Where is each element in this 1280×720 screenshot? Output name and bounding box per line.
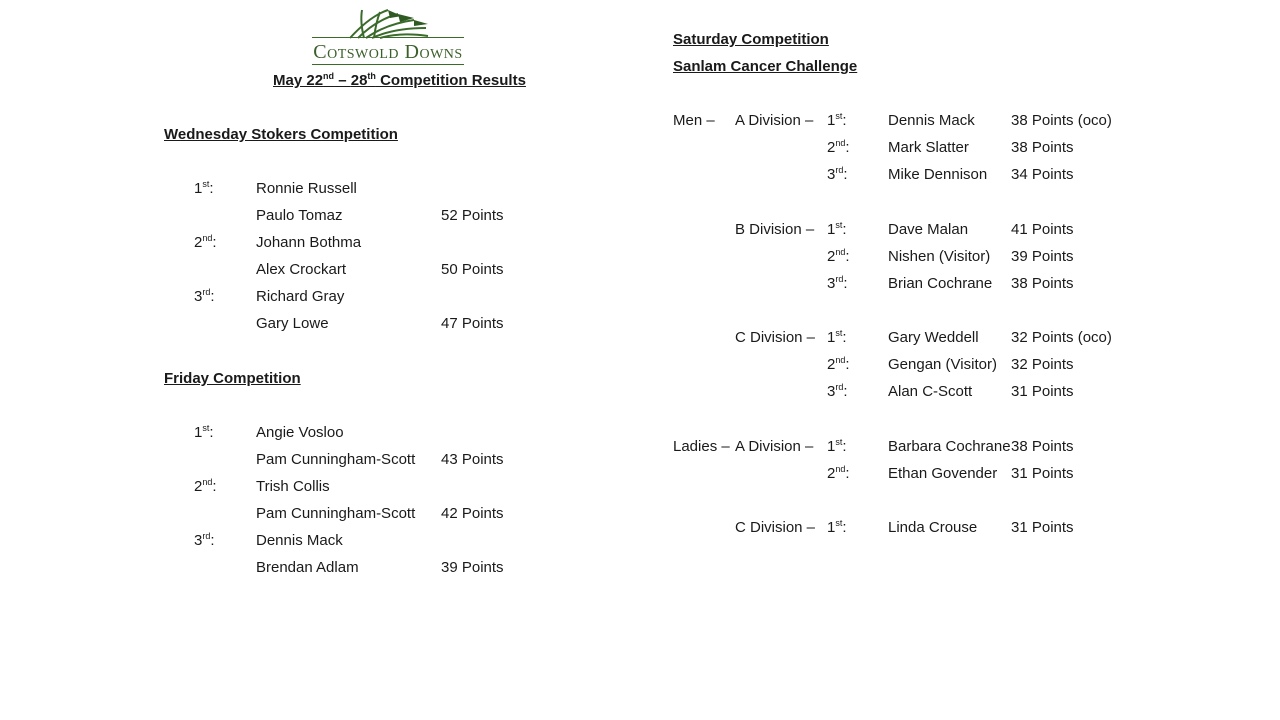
points-value: 32 Points [1011,356,1074,373]
category-label: Ladies – [673,438,730,455]
points-value: 47 Points [441,315,504,332]
place-label: 3rd: [194,287,215,305]
player-name: Ronnie Russell [256,180,357,197]
friday-heading: Friday Competition [164,370,301,387]
place-label: 1st: [827,328,847,346]
player-name: Dennis Mack [256,532,343,549]
player-name: Paulo Tomaz [256,207,343,224]
player-name: Brendan Adlam [256,559,359,576]
page-title: May 22nd – 28th Competition Results [273,71,526,89]
points-value: 38 Points [1011,438,1074,455]
division-label: A Division – [735,438,814,455]
place-label: 1st: [827,437,847,455]
division-label: B Division – [735,221,815,238]
points-value: 31 Points [1011,383,1074,400]
place-label: 3rd: [194,531,215,549]
player-name: Dennis Mack [888,112,975,129]
player-name: Pam Cunningham-Scott [256,451,416,468]
player-name: Barbara Cochrane [888,438,1011,455]
player-name: Johann Bothma [256,234,362,251]
place-label: 2nd: [194,477,217,495]
player-name: Gary Weddell [888,329,979,346]
points-value: 38 Points [1011,139,1074,156]
player-name: Mike Dennison [888,166,988,183]
place-label: 3rd: [827,274,848,292]
points-value: 34 Points [1011,166,1074,183]
category-label: Men – [673,112,715,129]
saturday-heading: Saturday Competition [673,31,829,48]
brand-wordmark: Cotswold Downs [313,41,463,63]
player-name: Mark Slatter [888,139,969,156]
points-value: 32 Points (oco) [1011,329,1112,346]
place-label: 2nd: [827,355,850,373]
points-value: 42 Points [441,505,504,522]
logo [310,6,466,70]
saturday-subheading: Sanlam Cancer Challenge [673,58,858,75]
player-name: Dave Malan [888,221,969,238]
player-name: Alex Crockart [256,261,347,278]
division-label: C Division – [735,519,816,536]
points-value: 31 Points [1011,465,1074,482]
place-label: 3rd: [827,165,848,183]
place-label: 1st: [194,179,214,197]
player-name: Gengan (Visitor) [888,356,997,373]
player-name: Ethan Govender [888,465,998,482]
player-name: Gary Lowe [256,315,329,332]
place-label: 1st: [827,518,847,536]
division-label: A Division – [735,112,814,129]
player-name: Nishen (Visitor) [888,248,991,265]
points-value: 52 Points [441,207,504,224]
place-label: 2nd: [827,138,850,156]
points-value: 39 Points [1011,248,1074,265]
points-value: 31 Points [1011,519,1074,536]
place-label: 1st: [194,423,214,441]
place-label: 1st: [827,220,847,238]
points-value: 39 Points [441,559,504,576]
player-name: Angie Vosloo [256,424,344,441]
points-value: 38 Points (oco) [1011,112,1112,129]
place-label: 2nd: [827,464,850,482]
points-value: 50 Points [441,261,504,278]
player-name: Brian Cochrane [888,275,993,292]
wednesday-heading: Wednesday Stokers Competition [164,126,398,143]
points-value: 43 Points [441,451,504,468]
points-value: 38 Points [1011,275,1074,292]
player-name: Pam Cunningham-Scott [256,505,416,522]
player-name: Alan C-Scott [888,383,973,400]
division-label: C Division – [735,329,816,346]
player-name: Richard Gray [256,288,345,305]
place-label: 1st: [827,111,847,129]
place-label: 2nd: [827,247,850,265]
place-label: 3rd: [827,382,848,400]
points-value: 41 Points [1011,221,1074,238]
place-label: 2nd: [194,233,217,251]
player-name: Trish Collis [256,478,330,495]
player-name: Linda Crouse [888,519,978,536]
